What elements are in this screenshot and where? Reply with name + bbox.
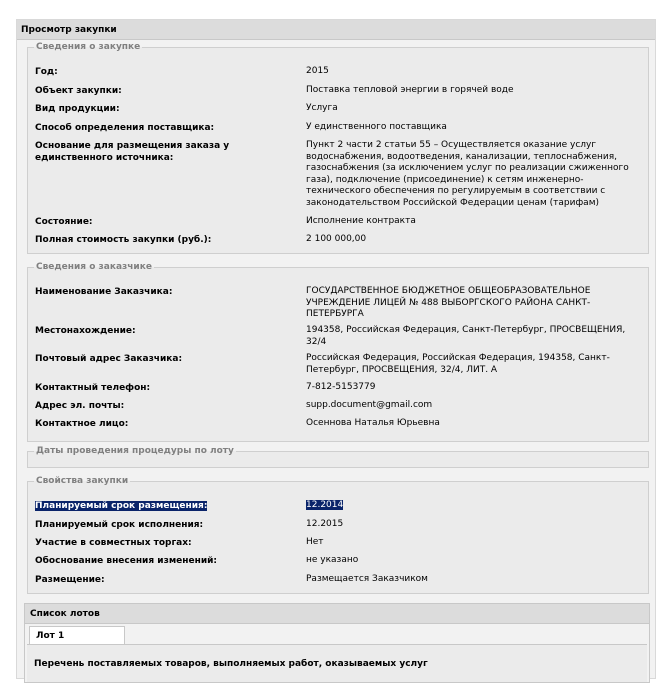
field-label: Способ определения поставщика:: [35, 123, 215, 133]
field-label: Участие в совместных торгах:: [35, 538, 192, 548]
selected-text: Планируемый срок размещения:: [35, 501, 208, 511]
lot-tab-content: [27, 644, 647, 682]
field-label: Контактное лицо:: [35, 419, 129, 429]
selected-text: 12.2014: [306, 500, 344, 510]
field-value: 7-812-5153779: [306, 382, 376, 392]
field-label: Объект закупки:: [35, 86, 122, 96]
lot-dates-group[interactable]: [27, 446, 649, 468]
field-value: Осеннова Наталья Юрьевна: [306, 418, 440, 428]
field-value: не указано: [306, 555, 359, 565]
field-label: Основание для размещения заказа у единственного источника:: [35, 141, 230, 163]
field-label: Обоснование внесения изменений:: [35, 556, 218, 566]
lot-items-heading: Перечень поставляемых товаров, выполняемых работ, оказываемых услуг: [34, 659, 428, 669]
field-value: ГОСУДАРСТВЕННОЕ БЮДЖЕТНОЕ ОБЩЕОБРАЗОВАТЕЛЬНОЕ УЧРЕЖДЕНИЕ ЛИЦЕЙ № 488 ВЫБОРГСКОГО РАЙОНА САНКТ-ПЕТЕРБУРГА: [306, 286, 591, 319]
purchase-info-group: [27, 42, 649, 254]
field-label: Состояние:: [35, 217, 93, 227]
field-value: У единственного поставщика: [306, 122, 447, 132]
tab-lot-1[interactable]: Лот 1: [29, 626, 125, 644]
field-value: 194358, Российская Федерация, Санкт-Петербург, ПРОСВЕЩЕНИЯ, 32/4: [306, 325, 626, 347]
field-label: Полная стоимость закупки (руб.):: [35, 235, 212, 245]
panel-title: Просмотр закупки: [17, 20, 655, 40]
field-value: 12.2015: [306, 519, 344, 529]
field-value: 2015: [306, 66, 329, 76]
lot-dates-legend[interactable]: Даты проведения процедуры по лоту: [36, 446, 234, 456]
lots-panel: [24, 603, 650, 683]
field-label: Адрес эл. почты:: [35, 401, 125, 411]
field-label: [35, 500, 297, 512]
field-value: Размещается Заказчиком: [306, 574, 428, 584]
field-label: Наименование Заказчика:: [35, 287, 173, 297]
field-value: Исполнение контракта: [306, 216, 416, 226]
customer-info-legend: Сведения о заказчике: [36, 262, 152, 272]
purchase-view-panel: [16, 19, 656, 679]
field-value: Пункт 2 части 2 статьи 55 – Осуществляется оказание услуг водоснабжения, водоотведения, канализации, теплоснабжения, газоснабжения (за исключением услуг по реализации сжиженного газа), подключение (присоединение) к сетям инженерно-технического обеспечения по регулируемым в соответствии с законодательством Российской Федерации ценам (тарифам): [306, 140, 629, 208]
customer-info-group: [27, 262, 649, 442]
field-value: [306, 500, 636, 512]
field-label: Вид продукции:: [35, 104, 120, 114]
field-label: Контактный телефон:: [35, 383, 151, 393]
purchase-props-group: [27, 476, 649, 594]
field-value: Услуга: [306, 103, 338, 113]
lots-title: Список лотов: [25, 604, 649, 624]
field-value: supp.document@gmail.com: [306, 400, 433, 410]
field-value: Поставка тепловой энергии в горячей воде: [306, 85, 514, 95]
field-label: Планируемый срок исполнения:: [35, 520, 204, 530]
purchase-info-legend: Сведения о закупке: [36, 42, 141, 52]
purchase-props-legend: Свойства закупки: [36, 476, 129, 486]
field-label: Местонахождение:: [35, 326, 136, 336]
field-label: Почтовый адрес Заказчика:: [35, 354, 183, 364]
field-value: Российская Федерация, Российская Федерация, 194358, Санкт-Петербург, ПРОСВЕЩЕНИЯ, 32/4, ЛИТ. А: [306, 353, 610, 375]
field-label: Год:: [35, 67, 58, 77]
field-value: 2 100 000,00: [306, 234, 367, 244]
field-label: Размещение:: [35, 575, 105, 585]
field-value: Нет: [306, 537, 324, 547]
